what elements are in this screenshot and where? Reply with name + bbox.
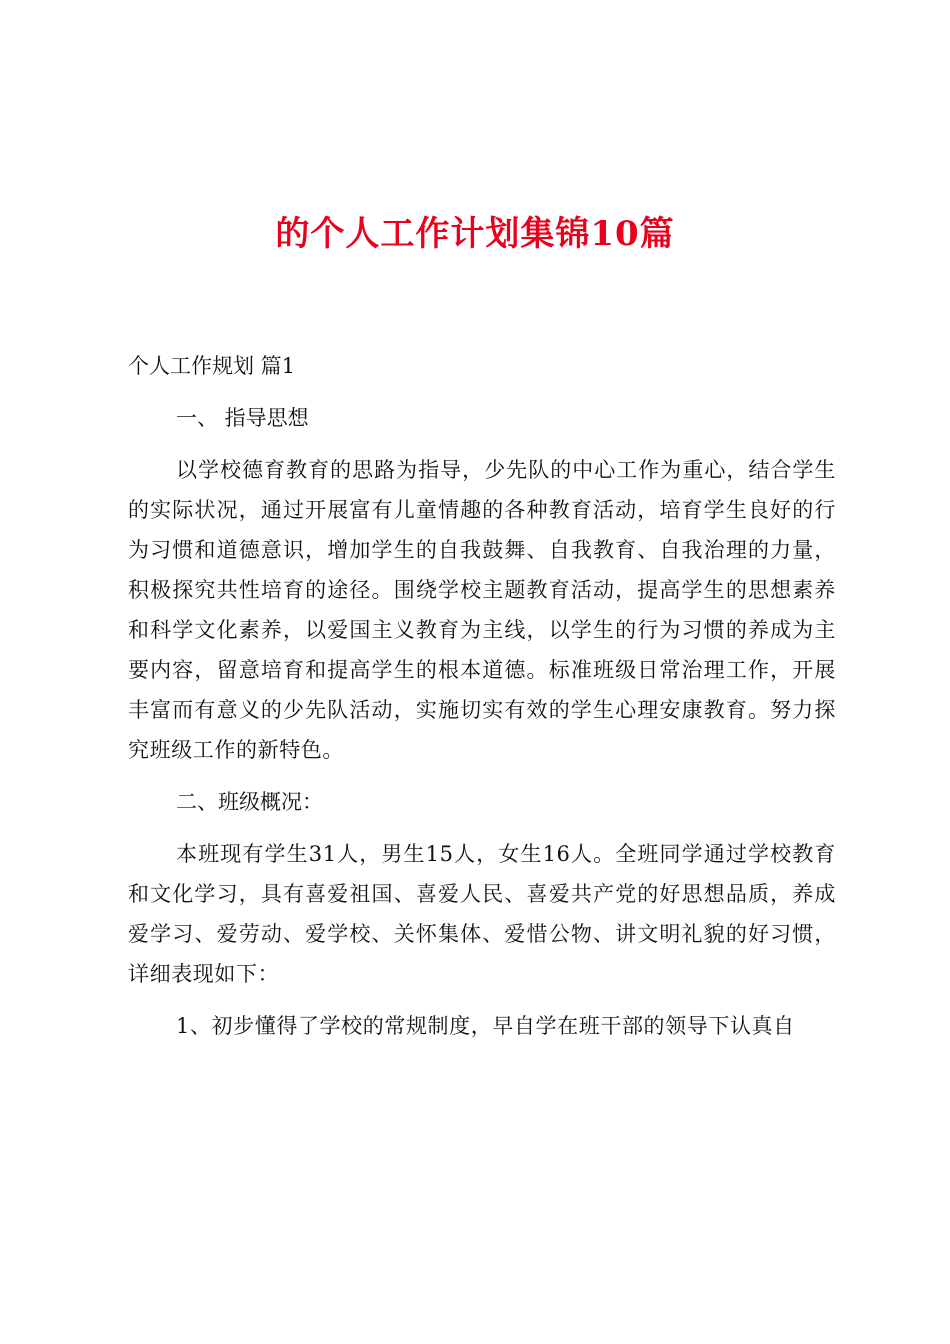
paragraph-guiding-thought: 以学校德育教育的思路为指导，少先队的中心工作为重心，结合学生的实际状况，通过开展富有儿童情趣的各种教育活动，培育学生良好的行为习惯和道德意识，增加学生的自我鼓舞、自我教育、自我治理的力量，积极探究共性培育的途径。围绕学校主题教育活动，提高学生的思想素养和科学文化素养，以爱国主义教育为主线，以学生的行为习惯的养成为主要内容，留意培育和提高学生的根本道德。标准班级日常治理工作，开展丰富而有意义的少先队活动，实施切实有效的学生心理安康教育。努力探究班级工作的新特色。 — [128, 458, 836, 762]
paragraph-item-1: 1、初步懂得了学校的常规制度，早自学在班干部的领导下认真自 — [176, 1014, 795, 1038]
document-body — [128, 346, 836, 1058]
section-label: 个人工作规划 篇1 — [128, 354, 296, 378]
heading-class-overview: 二、班级概况： — [176, 790, 323, 814]
heading-guiding-thought: 一、 指导思想 — [176, 406, 309, 430]
paragraph-class-overview: 本班现有学生31人，男生15人，女生16人。全班同学通过学校教育和文化学习，具有喜爱祖国、喜爱人民、喜爱共产党的好思想品质，养成爱学习、爱劳动、爱学校、关怀集体、爱惜公物、讲文明礼貌的好习惯，详细表现如下： — [128, 842, 836, 986]
page-title: 的个人工作计划集锦10篇 — [275, 214, 675, 254]
